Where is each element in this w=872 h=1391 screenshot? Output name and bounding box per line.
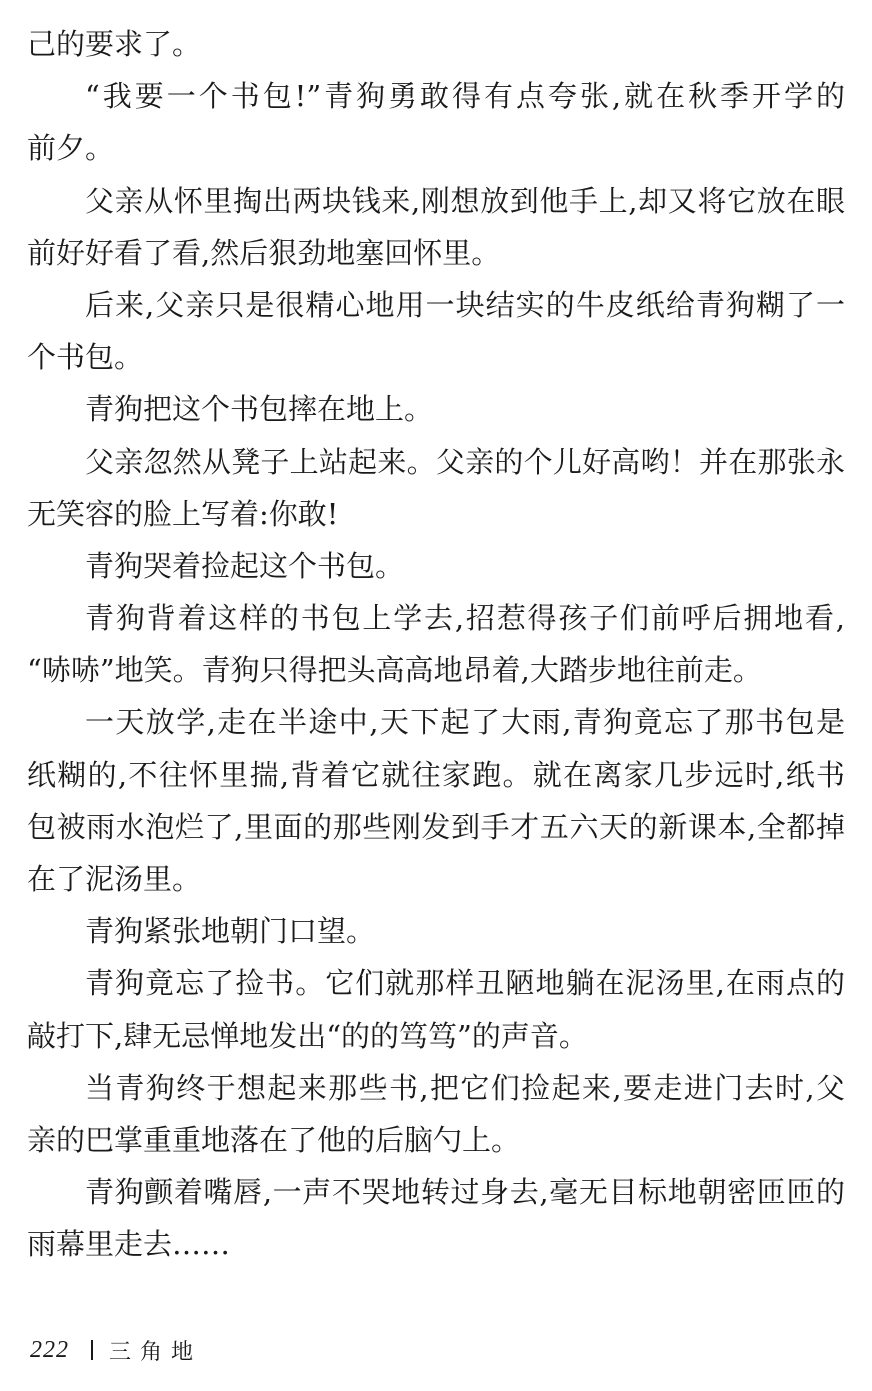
text-line: “哧哧”地笑。青狗只得把头高高地昂着,大踏步地往前走。	[27, 653, 762, 688]
text-line: 雨幕里走去……	[27, 1227, 231, 1262]
text-line: 青狗把这个书包摔在地上。	[85, 392, 434, 427]
text-line: 青狗紧张地朝门口望。	[85, 914, 376, 949]
page-footer	[30, 1333, 202, 1367]
text-line: 父亲从怀里掏出两块钱来,刚想放到他手上,却又将它放在眼	[85, 183, 845, 218]
book-title: 三角地	[109, 1339, 203, 1365]
text-line: 青狗竟忘了捡书。它们就那样丑陋地躺在泥汤里,在雨点的	[85, 966, 845, 1001]
page-number: 222	[30, 1336, 69, 1363]
text-line: 前好好看了看,然后狠劲地塞回怀里。	[27, 235, 501, 270]
text-line: 包被雨水泡烂了,里面的那些刚发到手才五六天的新课本,全都掉	[27, 809, 845, 844]
text-line: 父亲忽然从凳子上站起来。父亲的个儿好高哟！并在那张永	[85, 444, 845, 479]
text-line: 青狗颤着嘴唇,一声不哭地转过身去,毫无目标地朝密匝匝的	[85, 1175, 845, 1210]
footer-divider	[91, 1340, 93, 1360]
text-line: 敲打下,肆无忌惮地发出“的的笃笃”的声音。	[27, 1018, 588, 1053]
text-line: 无笑容的脸上写着:你敢!	[27, 496, 339, 531]
text-line: 后来,父亲只是很精心地用一块结实的牛皮纸给青狗糊了一	[85, 287, 845, 322]
text-line: 当青狗终于想起来那些书,把它们捡起来,要走进门去时,父	[85, 1070, 845, 1105]
text-line: 己的要求了。	[27, 27, 202, 61]
page-body	[27, 18, 845, 1271]
text-line: 一天放学,走在半途中,天下起了大雨,青狗竟忘了那书包是	[85, 705, 845, 740]
text-line: 青狗背着这样的书包上学去,招惹得孩子们前呼后拥地看,	[85, 601, 845, 636]
text-line: 在了泥汤里。	[27, 862, 202, 896]
text-line: “我要一个书包!”青狗勇敢得有点夸张,就在秋季开学的	[85, 79, 845, 114]
text-line: 亲的巴掌重重地落在了他的后脑勺上。	[27, 1122, 521, 1157]
text-line: 个书包。	[27, 340, 144, 375]
text-line: 青狗哭着捡起这个书包。	[85, 548, 405, 583]
text-line: 纸糊的,不往怀里揣,背着它就往家跑。就在离家几步远时,纸书	[27, 757, 845, 792]
text-line: 前夕。	[27, 131, 115, 166]
